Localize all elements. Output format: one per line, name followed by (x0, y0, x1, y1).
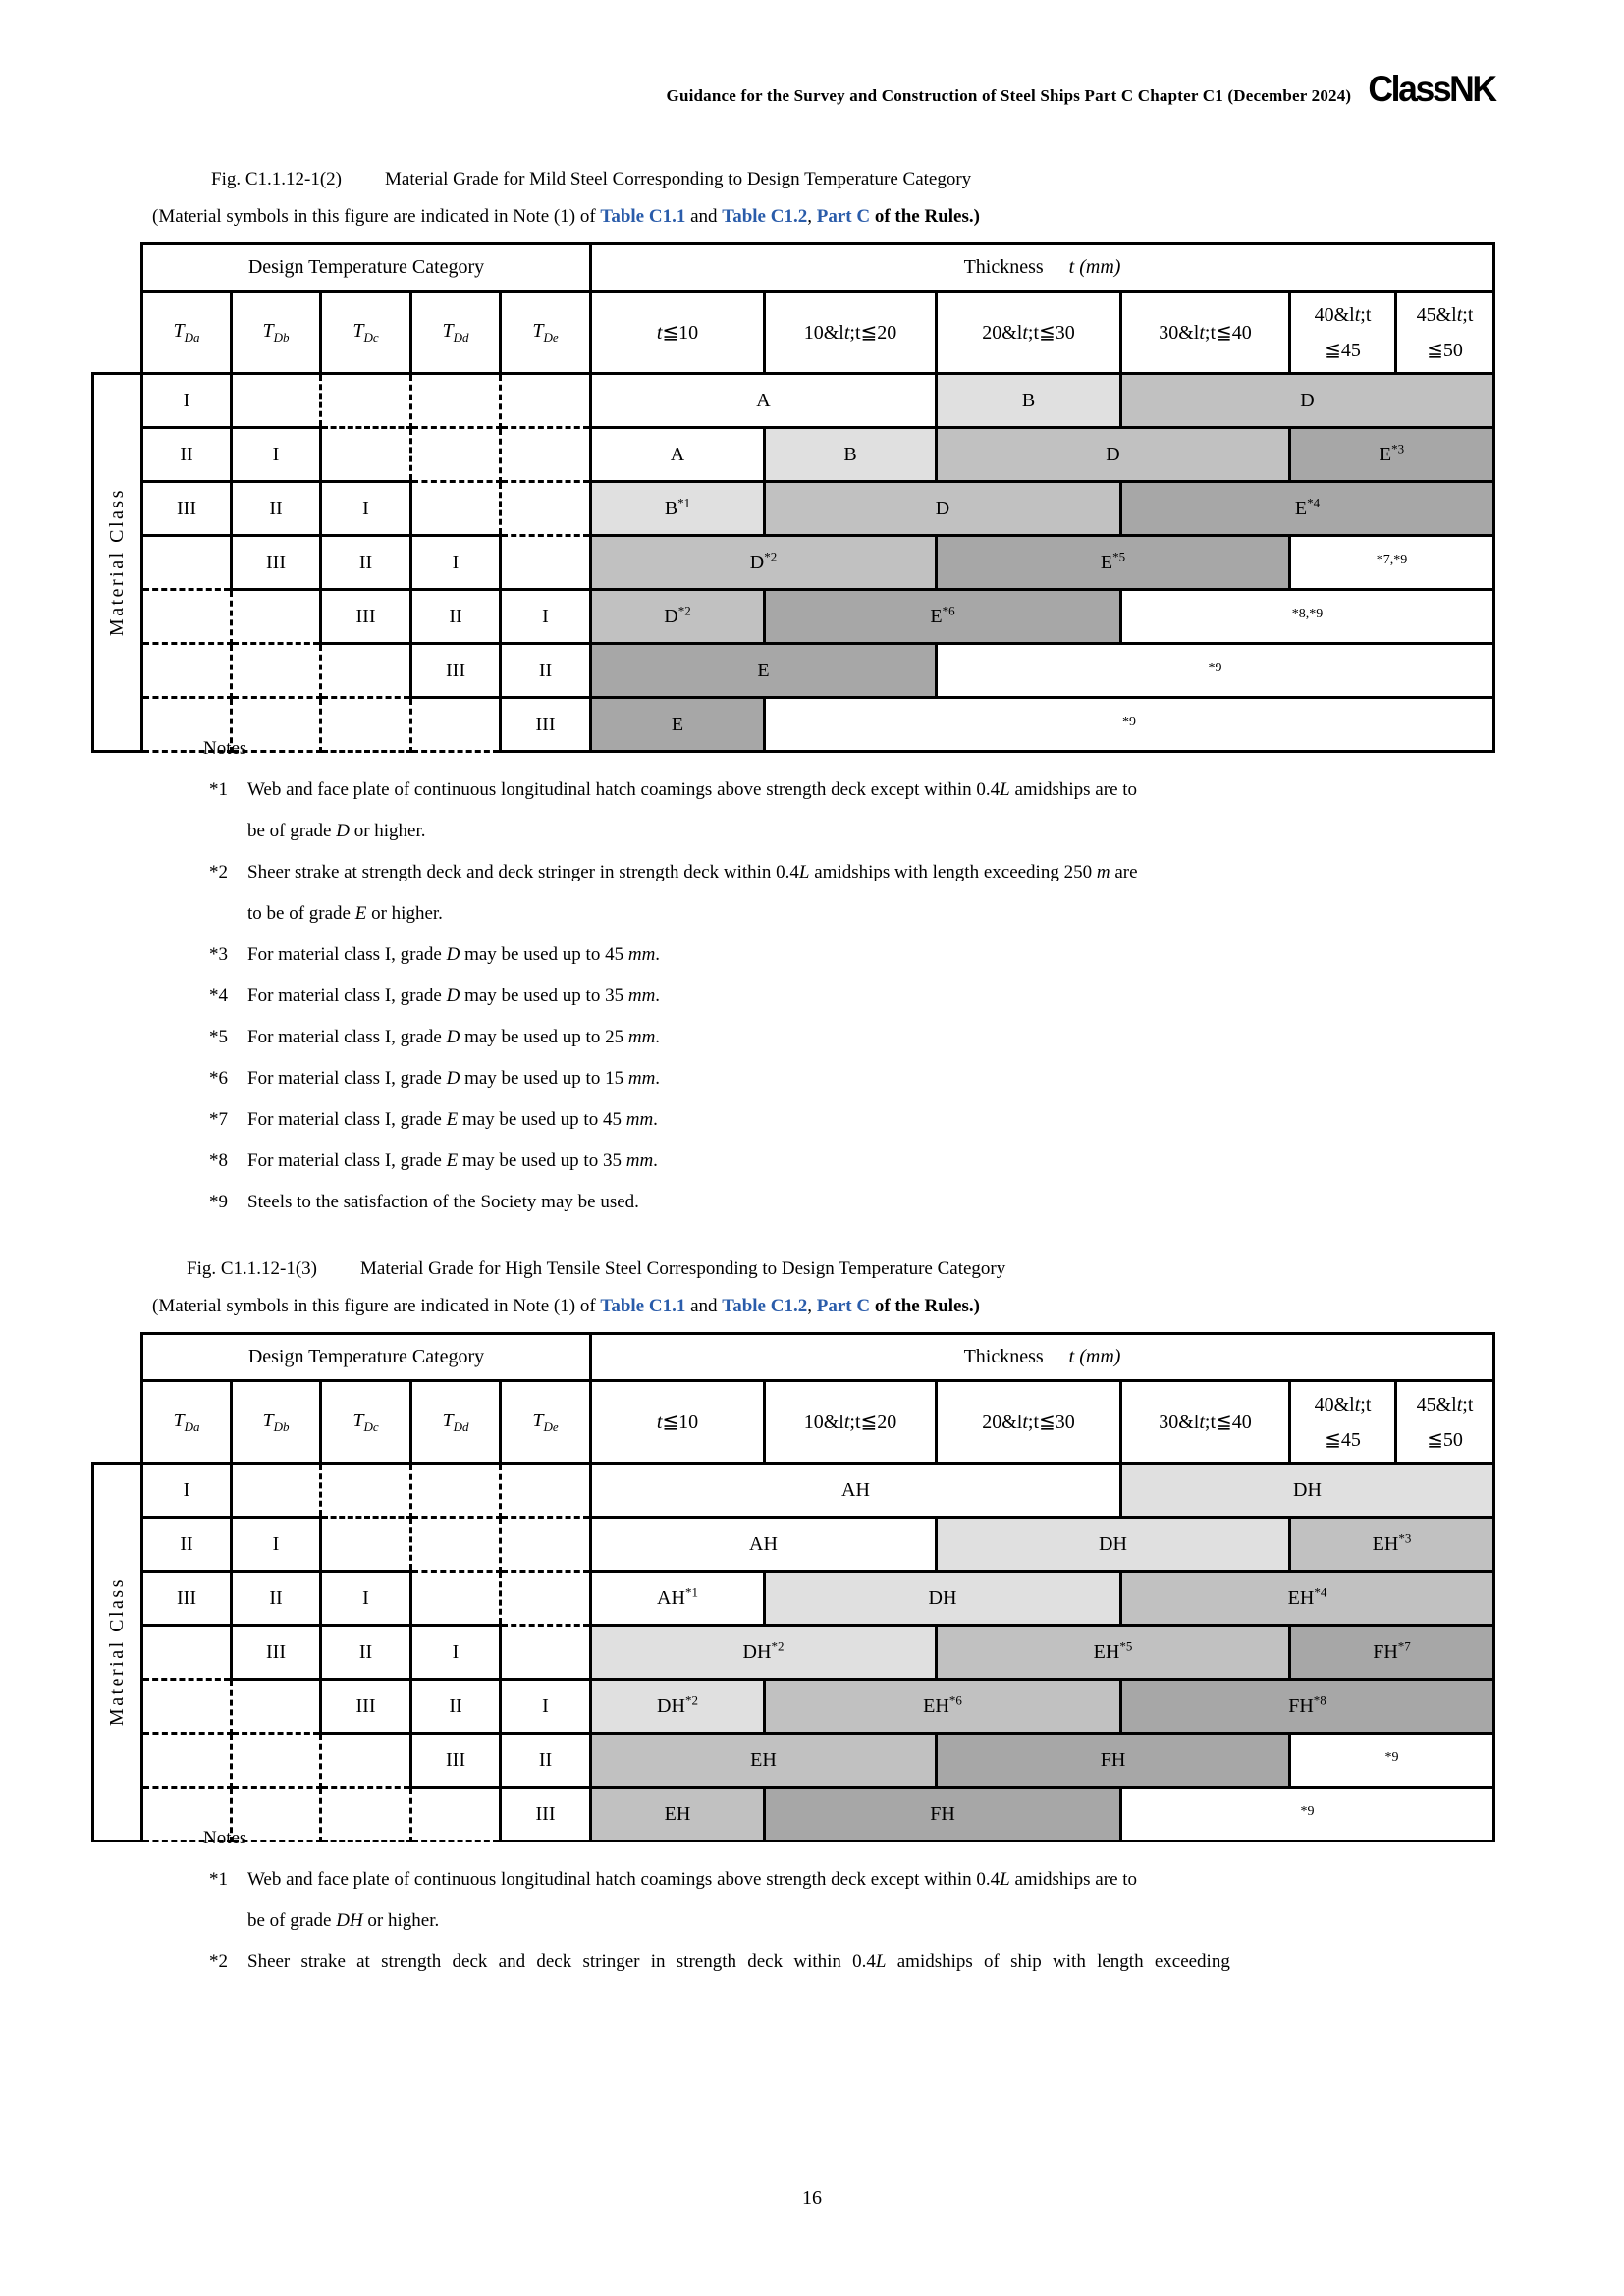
figure-label: Fig. C1.1.12-1(2) (211, 169, 342, 189)
design-temp-header: Design Temperature Category (142, 1334, 591, 1381)
temp-class-cell (232, 1464, 321, 1518)
temp-class-cell (321, 1734, 411, 1788)
temp-class-cell (142, 590, 232, 644)
material-class-label: Material Class (106, 488, 128, 637)
temp-class-cell: III (501, 698, 591, 752)
note-text: Steels to the satisfaction of the Society may be used. (247, 1192, 639, 1212)
temp-class-cell (232, 590, 321, 644)
temp-class-cell: I (232, 1518, 321, 1572)
notes-title: Notes (203, 1828, 247, 1848)
grade-cell: $B^{*1}$ (591, 482, 765, 536)
temp-class-cell (411, 1572, 501, 1626)
subtitle-text: (Material symbols in this figure are indicated in Note (1) of (152, 1296, 601, 1316)
grade-cell: *9 (937, 644, 1494, 698)
temp-class-cell: I (232, 428, 321, 482)
temp-class-cell: III (232, 1626, 321, 1680)
temp-class-cell: II (321, 1626, 411, 1680)
note-item (203, 1141, 1509, 1182)
temp-col-header: $T_{Dc}$ (321, 292, 411, 374)
temp-class-cell (142, 644, 232, 698)
temp-class-cell (142, 536, 232, 590)
note-item (203, 976, 1509, 1017)
temp-class-cell (142, 1680, 232, 1734)
grade-cell: D (937, 428, 1290, 482)
note-text: For material class I, grade D may be used up to 15 mm. (247, 1068, 661, 1089)
note-item (203, 1942, 1509, 1983)
header-spacer (93, 292, 142, 374)
figure-subtitle (152, 206, 980, 228)
figure-caption (187, 1258, 1005, 1280)
temp-class-cell: I (501, 590, 591, 644)
figure (0, 169, 1624, 1254)
thickness-col-header: 45&lt;t ≦50 (1396, 1381, 1494, 1464)
temp-class-cell: III (321, 590, 411, 644)
design-temp-header: Design Temperature Category (142, 244, 591, 292)
note-item (203, 1182, 1509, 1223)
rule-link[interactable]: Part C (816, 1296, 871, 1316)
grade-cell: *9 (1121, 1788, 1494, 1842)
note-mark: *1 (209, 1869, 228, 1890)
temp-class-cell: II (232, 1572, 321, 1626)
temp-class-cell (232, 1680, 321, 1734)
figure-caption (211, 169, 971, 190)
temp-class-cell (501, 1626, 591, 1680)
grade-cell: B (765, 428, 937, 482)
note-text: Web and face plate of continuous longitudinal hatch coamings above strength deck except within 0.4L amidships are to be of grade DH or higher. (247, 1869, 1138, 1931)
note-mark: *6 (209, 1068, 228, 1089)
note-item (203, 770, 1509, 852)
note-mark: *4 (209, 986, 228, 1006)
temp-class-cell: II (411, 1680, 501, 1734)
material-class-label: Material Class (106, 1577, 128, 1727)
temp-class-cell (232, 374, 321, 428)
note-mark: *2 (209, 1951, 228, 1972)
note-mark: *8 (209, 1150, 228, 1171)
thickness-col-header: 30&lt;t≦40 (1121, 292, 1290, 374)
note-mark: *5 (209, 1027, 228, 1047)
temp-class-cell: II (321, 536, 411, 590)
notes (203, 728, 1509, 1223)
temp-class-cell (321, 1518, 411, 1572)
header-spacer (93, 1334, 142, 1381)
temp-class-cell (411, 482, 501, 536)
temp-class-cell (321, 428, 411, 482)
temp-class-cell: I (501, 1680, 591, 1734)
temp-class-cell: I (411, 1626, 501, 1680)
temp-class-cell (411, 1518, 501, 1572)
grade-cell: EH (591, 1734, 937, 1788)
temp-class-cell (411, 1464, 501, 1518)
grade-cell: $E^{*4}$ (1121, 482, 1494, 536)
temp-col-header: $T_{Db}$ (232, 292, 321, 374)
temp-class-cell: III (411, 644, 501, 698)
temp-class-cell: I (411, 536, 501, 590)
subtitle-text: (Material symbols in this figure are indicated in Note (1) of (152, 206, 601, 227)
temp-col-header: $T_{De}$ (501, 292, 591, 374)
grade-cell: $E^{*5}$ (937, 536, 1290, 590)
notes-title: Notes (203, 738, 247, 759)
subtitle-text: of the Rules.) (870, 1296, 980, 1316)
temp-class-cell (321, 1464, 411, 1518)
temp-class-cell: III (232, 536, 321, 590)
temp-class-cell: I (321, 482, 411, 536)
rule-link[interactable]: Table C1.1 (600, 206, 686, 227)
temp-class-cell: II (501, 1734, 591, 1788)
figure (0, 1258, 1624, 2014)
note-text: For material class I, grade D may be used up to 25 mm. (247, 1027, 661, 1047)
temp-class-cell: I (142, 1464, 232, 1518)
thickness-col-header: t≦10 (591, 1381, 765, 1464)
note-text: For material class I, grade E may be used up to 45 mm. (247, 1109, 658, 1130)
grade-cell: FH$^{*8}$ (1121, 1680, 1494, 1734)
grade-cell: E (591, 644, 937, 698)
classnk-logo: ClassNK (1368, 69, 1495, 109)
note-text: For material class I, grade D may be used up to 35 mm. (247, 986, 661, 1006)
subtitle-text: and (685, 206, 723, 227)
material-class-cell (93, 374, 142, 752)
temp-col-header: $T_{Da}$ (142, 1381, 232, 1464)
page-number: 16 (802, 2187, 822, 2209)
grade-cell: AH (591, 1464, 1121, 1518)
note-text: For material class I, grade D may be used up to 45 mm. (247, 944, 661, 965)
temp-class-cell (501, 536, 591, 590)
grade-cell: EH$^{*6}$ (765, 1680, 1121, 1734)
temp-class-cell (501, 482, 591, 536)
grade-cell: FH (937, 1734, 1290, 1788)
grade-cell: D (765, 482, 1121, 536)
grade-cell: $E^{*6}$ (765, 590, 1121, 644)
note-item (203, 852, 1509, 934)
subtitle-text: of the Rules.) (870, 206, 980, 227)
grade-cell: *7,*9 (1290, 536, 1494, 590)
note-item (203, 934, 1509, 976)
temp-class-cell: II (232, 482, 321, 536)
header-spacer (93, 1381, 142, 1464)
header-spacer (93, 244, 142, 292)
temp-class-cell (321, 374, 411, 428)
temp-class-cell: II (142, 428, 232, 482)
note-text: Sheer strake at strength deck and deck stringer in strength deck within 0.4L amidships of ship with length exceeding (247, 1951, 1230, 1972)
temp-class-cell: III (142, 1572, 232, 1626)
note-mark: *2 (209, 862, 228, 882)
grade-cell: DH (937, 1518, 1290, 1572)
header-title: Guidance for the Survey and Construction of Steel Ships Part C Chapter C1 (December 2024) (666, 86, 1352, 105)
temp-class-cell: II (142, 1518, 232, 1572)
temp-class-cell (321, 644, 411, 698)
material-class-cell (93, 1464, 142, 1842)
temp-col-header: $T_{Dd}$ (411, 1381, 501, 1464)
grade-cell: DH (1121, 1464, 1494, 1518)
temp-class-cell (501, 428, 591, 482)
temp-col-header: $T_{Dd}$ (411, 292, 501, 374)
note-item (203, 1099, 1509, 1141)
material-grade-table (91, 1332, 1495, 1842)
grade-cell: EH (591, 1788, 765, 1842)
temp-class-cell (501, 1518, 591, 1572)
rule-link[interactable]: Table C1.2 (722, 206, 808, 227)
grade-cell: DH$^{*2}$ (591, 1626, 937, 1680)
thickness-col-header: 10&lt;t≦20 (765, 1381, 937, 1464)
note-mark: *9 (209, 1192, 228, 1212)
thickness-col-header: 45&lt;t ≦50 (1396, 292, 1494, 374)
grade-cell: EH$^{*3}$ (1290, 1518, 1494, 1572)
thickness-col-header: 40&lt;t ≦45 (1290, 1381, 1396, 1464)
temp-class-cell (411, 374, 501, 428)
thickness-col-header: 20&lt;t≦30 (937, 292, 1121, 374)
temp-class-cell (501, 374, 591, 428)
temp-class-cell (411, 428, 501, 482)
grade-cell: DH (765, 1572, 1121, 1626)
temp-class-cell: III (142, 482, 232, 536)
notes (203, 1818, 1509, 1983)
thickness-col-header: 30&lt;t≦40 (1121, 1381, 1290, 1464)
temp-col-header: $T_{Db}$ (232, 1381, 321, 1464)
temp-col-header: $T_{De}$ (501, 1381, 591, 1464)
temp-class-cell (232, 1734, 321, 1788)
grade-cell: EH$^{*4}$ (1121, 1572, 1494, 1626)
grade-cell: AH (591, 1518, 937, 1572)
note-mark: *3 (209, 944, 228, 965)
temp-class-cell (501, 1464, 591, 1518)
figure-subtitle (152, 1296, 980, 1317)
grade-cell: EH$^{*5}$ (937, 1626, 1290, 1680)
figure-label: Fig. C1.1.12-1(3) (187, 1258, 317, 1279)
thickness-header: Thickness t (mm) (591, 1334, 1494, 1381)
temp-class-cell (232, 644, 321, 698)
subtitle-text: , (807, 1296, 817, 1316)
grade-cell: $E^{*3}$ (1290, 428, 1494, 482)
grade-cell: *9 (1290, 1734, 1494, 1788)
temp-class-cell (142, 1734, 232, 1788)
grade-cell: A (591, 374, 937, 428)
rule-link[interactable]: Table C1.2 (722, 1296, 808, 1316)
temp-class-cell: I (142, 374, 232, 428)
note-item (203, 1058, 1509, 1099)
material-grade-table (91, 242, 1495, 753)
grade-cell: E (591, 698, 765, 752)
note-mark: *1 (209, 779, 228, 800)
rule-link[interactable]: Table C1.1 (600, 1296, 686, 1316)
subtitle-text: , (807, 206, 817, 227)
temp-class-cell (501, 1572, 591, 1626)
temp-col-header: $T_{Dc}$ (321, 1381, 411, 1464)
note-text: Web and face plate of continuous longitudinal hatch coamings above strength deck except within 0.4L amidships are to be of grade D or higher. (247, 779, 1138, 841)
temp-class-cell: II (501, 644, 591, 698)
temp-class-cell: III (321, 1680, 411, 1734)
subtitle-text: and (685, 1296, 723, 1316)
grade-cell: FH (765, 1788, 1121, 1842)
note-text: Sheer strake at strength deck and deck stringer in strength deck within 0.4L amidships with length exceeding 250 m are to be of grade E or higher. (247, 862, 1138, 924)
grade-cell: $D^{*2}$ (591, 536, 937, 590)
page-header (0, 71, 1495, 107)
grade-cell: $D^{*2}$ (591, 590, 765, 644)
grade-cell: AH$^{*1}$ (591, 1572, 765, 1626)
note-item (203, 1859, 1509, 1942)
thickness-header: Thickness t (mm) (591, 244, 1494, 292)
thickness-col-header: 10&lt;t≦20 (765, 292, 937, 374)
figure-title: Material Grade for High Tensile Steel Corresponding to Design Temperature Category (360, 1258, 1006, 1279)
grade-cell: DH$^{*2}$ (591, 1680, 765, 1734)
note-text: For material class I, grade E may be used up to 35 mm. (247, 1150, 658, 1171)
temp-class-cell: I (321, 1572, 411, 1626)
temp-class-cell: II (411, 590, 501, 644)
temp-col-header: $T_{Da}$ (142, 292, 232, 374)
grade-cell: A (591, 428, 765, 482)
thickness-col-header: 20&lt;t≦30 (937, 1381, 1121, 1464)
grade-cell: *8,*9 (1121, 590, 1494, 644)
rule-link[interactable]: Part C (816, 206, 871, 227)
grade-cell: *9 (765, 698, 1494, 752)
temp-class-cell: III (501, 1788, 591, 1842)
grade-cell: D (1121, 374, 1494, 428)
figure-title: Material Grade for Mild Steel Corresponding to Design Temperature Category (385, 169, 972, 189)
grade-cell: B (937, 374, 1121, 428)
temp-class-cell (142, 1626, 232, 1680)
grade-cell: FH$^{*7}$ (1290, 1626, 1494, 1680)
note-mark: *7 (209, 1109, 228, 1130)
temp-class-cell: III (411, 1734, 501, 1788)
thickness-col-header: 40&lt;t ≦45 (1290, 292, 1396, 374)
note-item (203, 1017, 1509, 1058)
thickness-col-header: t≦10 (591, 292, 765, 374)
